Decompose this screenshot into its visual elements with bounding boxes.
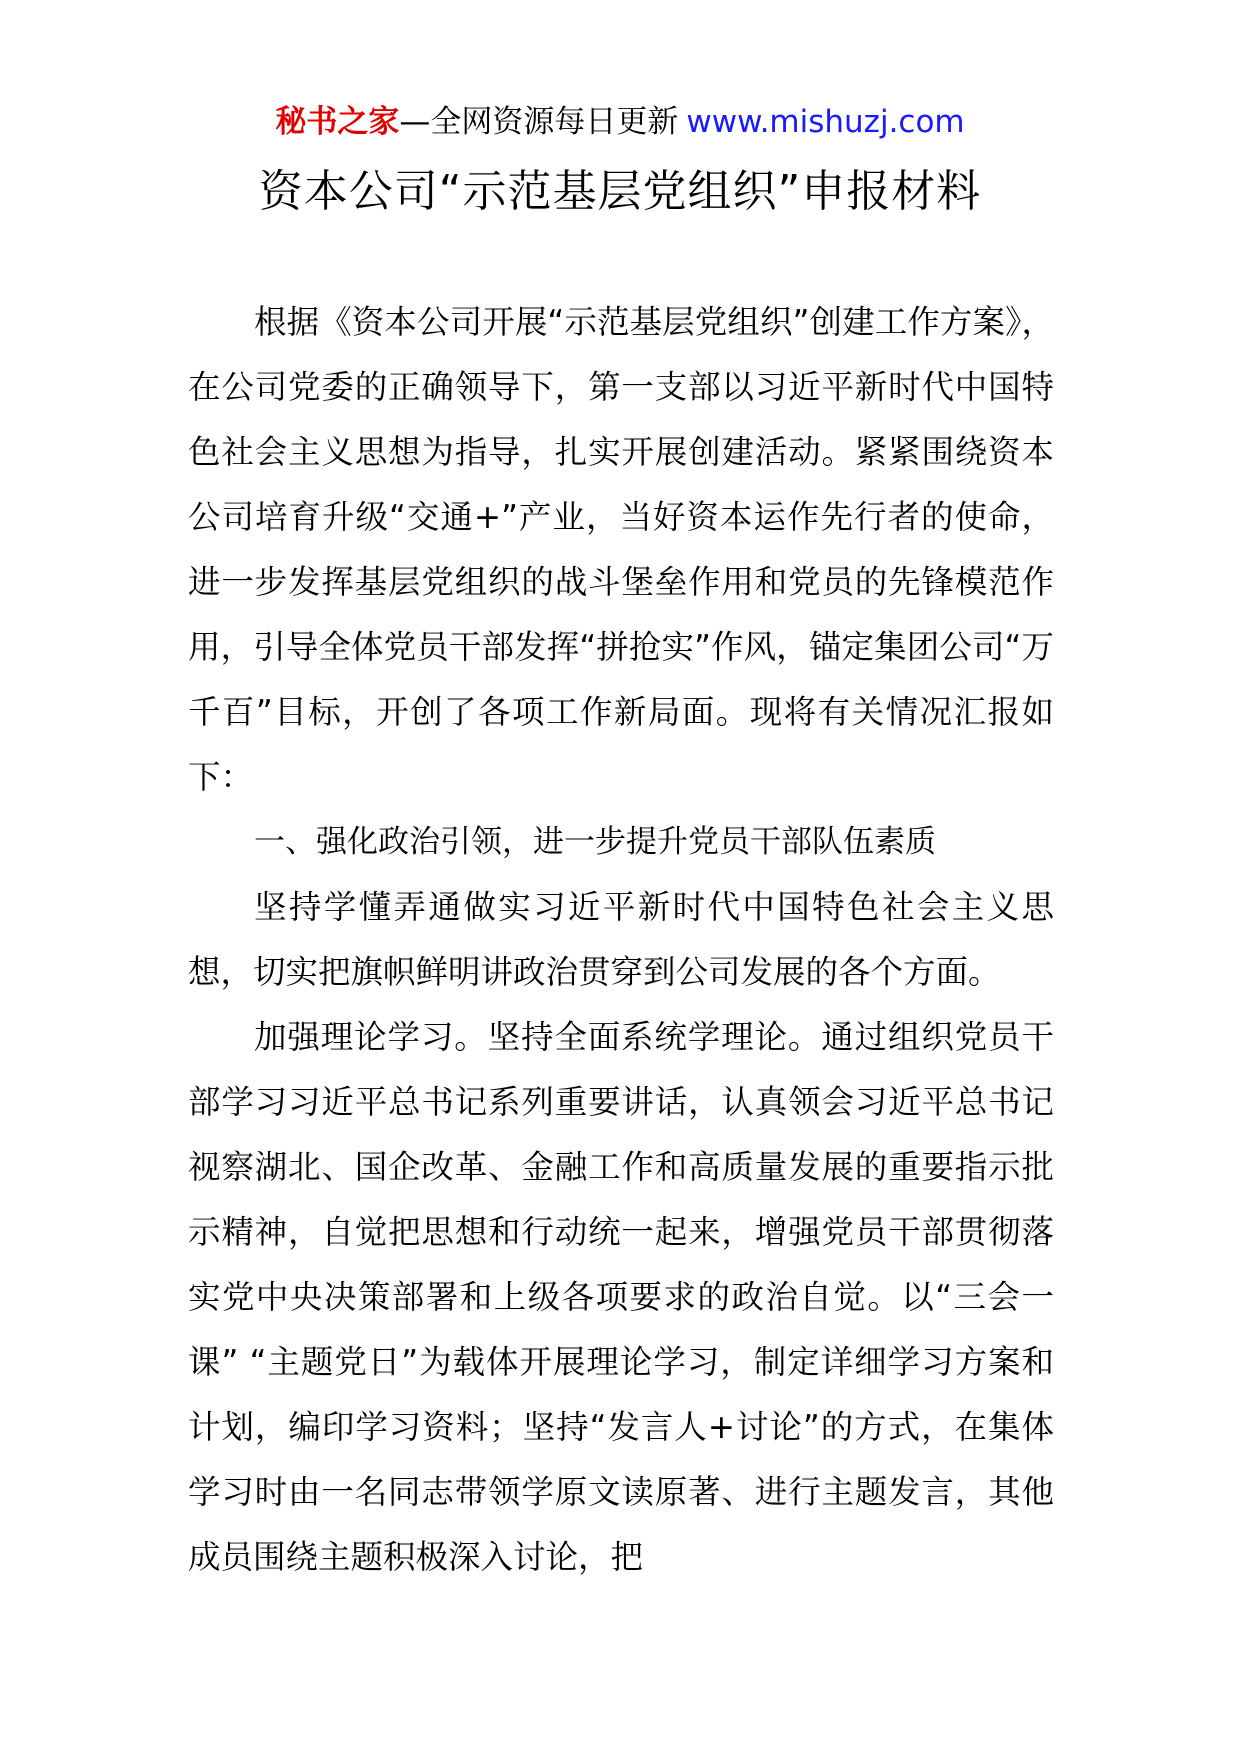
site-header (0, 100, 1240, 144)
section-heading-1: 一、强化政治引领，进一步提升党员干部队伍素质 (254, 824, 936, 860)
document-body (188, 290, 1054, 1590)
intro-paragraph: 根据《资本公司开展“示范基层党组织”创建工作方案》，在公司党委的正确领导下，第一支部以习近平新时代中国特色社会主义思想为指导，扎实开展创建活动。紧紧围绕资本公司培育升级“交通+”产业，当好资本运作先行者的使命，进一步发挥基层党组织的战斗堡垒作用和党员的先锋模范作用，引导全体党员干部发挥“拼抢实”作风，锚定集团公司“万千百”目标，开创了各项工作新局面。现将有关情况汇报如下： (188, 303, 1054, 796)
brand-name: 秘书之家 (275, 104, 400, 140)
header-tagline: —全网资源每日更新 (399, 104, 679, 140)
site-url-link[interactable]: www.mishuzj.com (686, 104, 965, 140)
document-title: 资本公司“示范基层党组织”申报材料 (258, 166, 982, 217)
section1-paragraph-1: 坚持学懂弄通做实习近平新时代中国特色社会主义思想，切实把旗帜鲜明讲政治贯穿到公司发展的各个方面。 (188, 888, 1054, 991)
section1-paragraph-2: 加强理论学习。坚持全面系统学理论。通过组织党员干部学习习近平总书记系列重要讲话，认真领会习近平总书记视察湖北、国企改革、金融工作和高质量发展的重要指示批示精神，自觉把思想和行动统一起来，增强党员干部贯彻落实党中央决策部署和上级各项要求的政治自觉。以“三会一课” “主题党日”为载体开展理论学习，制定详细学习方案和计划，编印学习资料；坚持“发言人+讨论”的方式，在集体学习时由一名同志带领学原文读原著、进行主题发言，其他成员围绕主题积极深入讨论，把 (188, 1018, 1054, 1576)
